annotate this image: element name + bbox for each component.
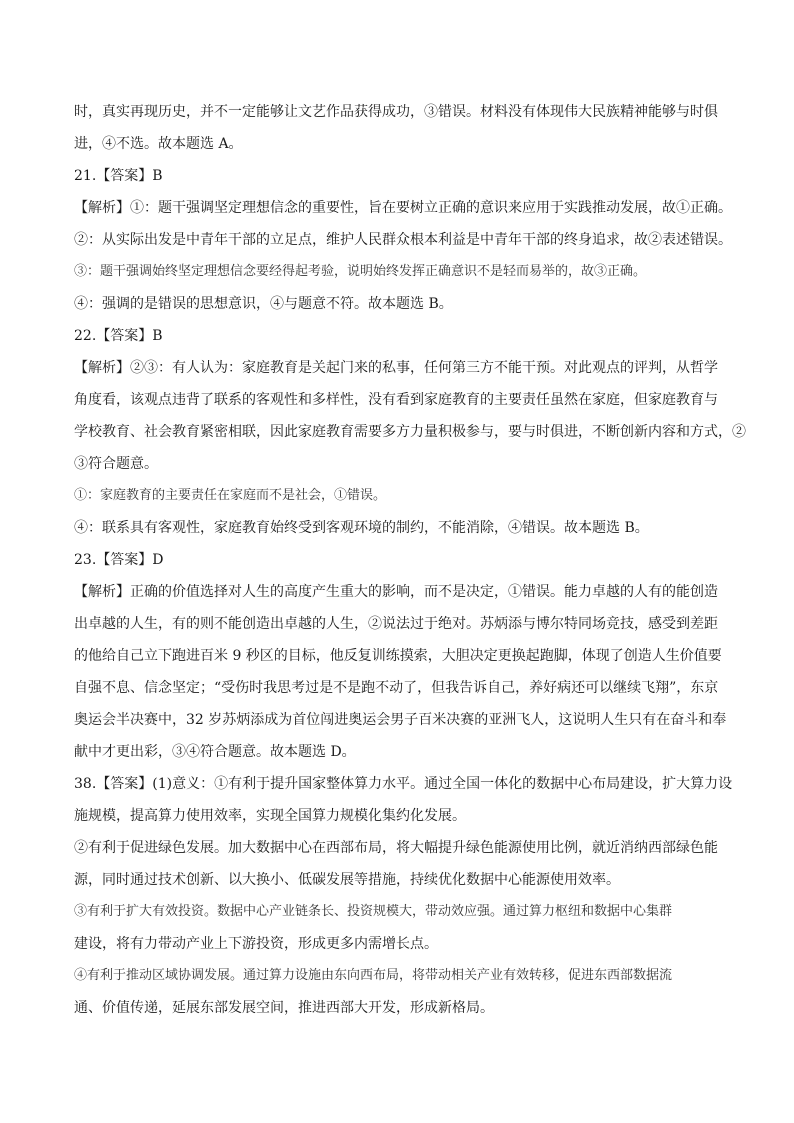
answer-heading-21: 21.【答案】B bbox=[74, 168, 163, 184]
text-line: ②有利于促进绿色发展。加大数据中心在西部布局，将大幅提升绿色能源使用比例，就近消纳西部绿色能 bbox=[74, 840, 718, 856]
text-line: 源，同时通过技术创新、以大换小、低碳发展等措施，持续优化数据中心能源使用效率。 bbox=[74, 872, 620, 888]
text-line: 进，④不选。故本题选 A。 bbox=[74, 136, 243, 152]
text-line: 献中才更出彩，③④符合题意。故本题选 D。 bbox=[74, 744, 356, 760]
text-line: 自强不息、信念坚定；“受伤时我思考过是不是跑不动了，但我告诉自己，养好病还可以继续飞翔”，东京 bbox=[74, 680, 719, 696]
analysis-line: 【解析】正确的价值选择对人生的高度产生重大的影响，而不是决定，①错误。能力卓越的人有的能创造 bbox=[74, 584, 718, 600]
text-line: ③有利于扩大有效投资。数据中心产业链条长、投资规模大，带动效应强。通过算力枢纽和数据中心集群 bbox=[74, 904, 673, 919]
analysis-line: 【解析】①：题干强调坚定理想信念的重要性，旨在要树立正确的意识来应用于实践推动发展，故①正确。 bbox=[74, 200, 732, 216]
document-page bbox=[74, 96, 746, 1024]
text-line: 的他给自己立下跑进百米 9 秒区的目标，他反复训练摸索，大胆决定更换起跑脚，体现了创造人生价值要 bbox=[74, 648, 722, 664]
text-line: ④有利于推动区域协调发展。通过算力设施由东向西布局，将带动相关产业有效转移，促进东西部数据流 bbox=[74, 968, 673, 983]
text-line: 角度看，该观点违背了联系的客观性和多样性，没有看到家庭教育的主要责任虽然在家庭，但家庭教育与 bbox=[74, 392, 718, 408]
analysis-line: 【解析】②③：有人认为：家庭教育是关起门来的私事，任何第三方不能干预。对此观点的评判，从哲学 bbox=[74, 360, 718, 376]
text-line: 出卓越的人生，有的则不能创造出卓越的人生，②说法过于绝对。苏炳添与博尔特同场竞技，感受到差距 bbox=[74, 616, 718, 632]
text-line: 通、价值传递，延展东部发展空间，推进西部大开发，形成新格局。 bbox=[74, 1000, 494, 1016]
text-line: ④：联系具有客观性，家庭教育始终受到客观环境的制约，不能消除，④错误。故本题选 B。 bbox=[74, 520, 649, 536]
answer-heading-23: 23.【答案】D bbox=[74, 552, 164, 568]
text-line: ②：从实际出发是中青年干部的立足点，维护人民群众根本利益是中青年干部的终身追求，故②表述错误。 bbox=[74, 232, 732, 248]
text-line: ③：题干强调始终坚定理想信念要经得起考验，说明始终发挥正确意识不是轻而易举的，故③正确。 bbox=[74, 264, 647, 279]
text-line: 时，真实再现历史，并不一定能够让文艺作品获得成功，③错误。材料没有体现伟大民族精神能够与时俱 bbox=[74, 104, 718, 120]
text-line: 学校教育、社会教育紧密相联，因此家庭教育需要多方力量积极参与，要与时俱进，不断创新内容和方式，② bbox=[74, 424, 746, 440]
answer-heading-38: 38.【答案】(1)意义：①有利于提升国家整体算力水平。通过全国一体化的数据中心布局建设，扩大算力设 bbox=[74, 776, 733, 792]
text-line: ①：家庭教育的主要责任在家庭而不是社会，①错误。 bbox=[74, 488, 387, 503]
text-line: 施规模，提高算力使用效率，实现全国算力规模化集约化发展。 bbox=[74, 808, 466, 824]
text-line: 建设，将有力带动产业上下游投资，形成更多内需增长点。 bbox=[74, 936, 438, 952]
text-line: ③符合题意。 bbox=[74, 456, 158, 472]
answer-heading-22: 22.【答案】B bbox=[74, 328, 163, 344]
text-line: 奥运会半决赛中，32 岁苏炳添成为首位闯进奥运会男子百米决赛的亚洲飞人，这说明人生只有在奋斗和奉 bbox=[74, 712, 727, 728]
text-line: ④：强调的是错误的思想意识，④与题意不符。故本题选 B。 bbox=[74, 296, 453, 312]
